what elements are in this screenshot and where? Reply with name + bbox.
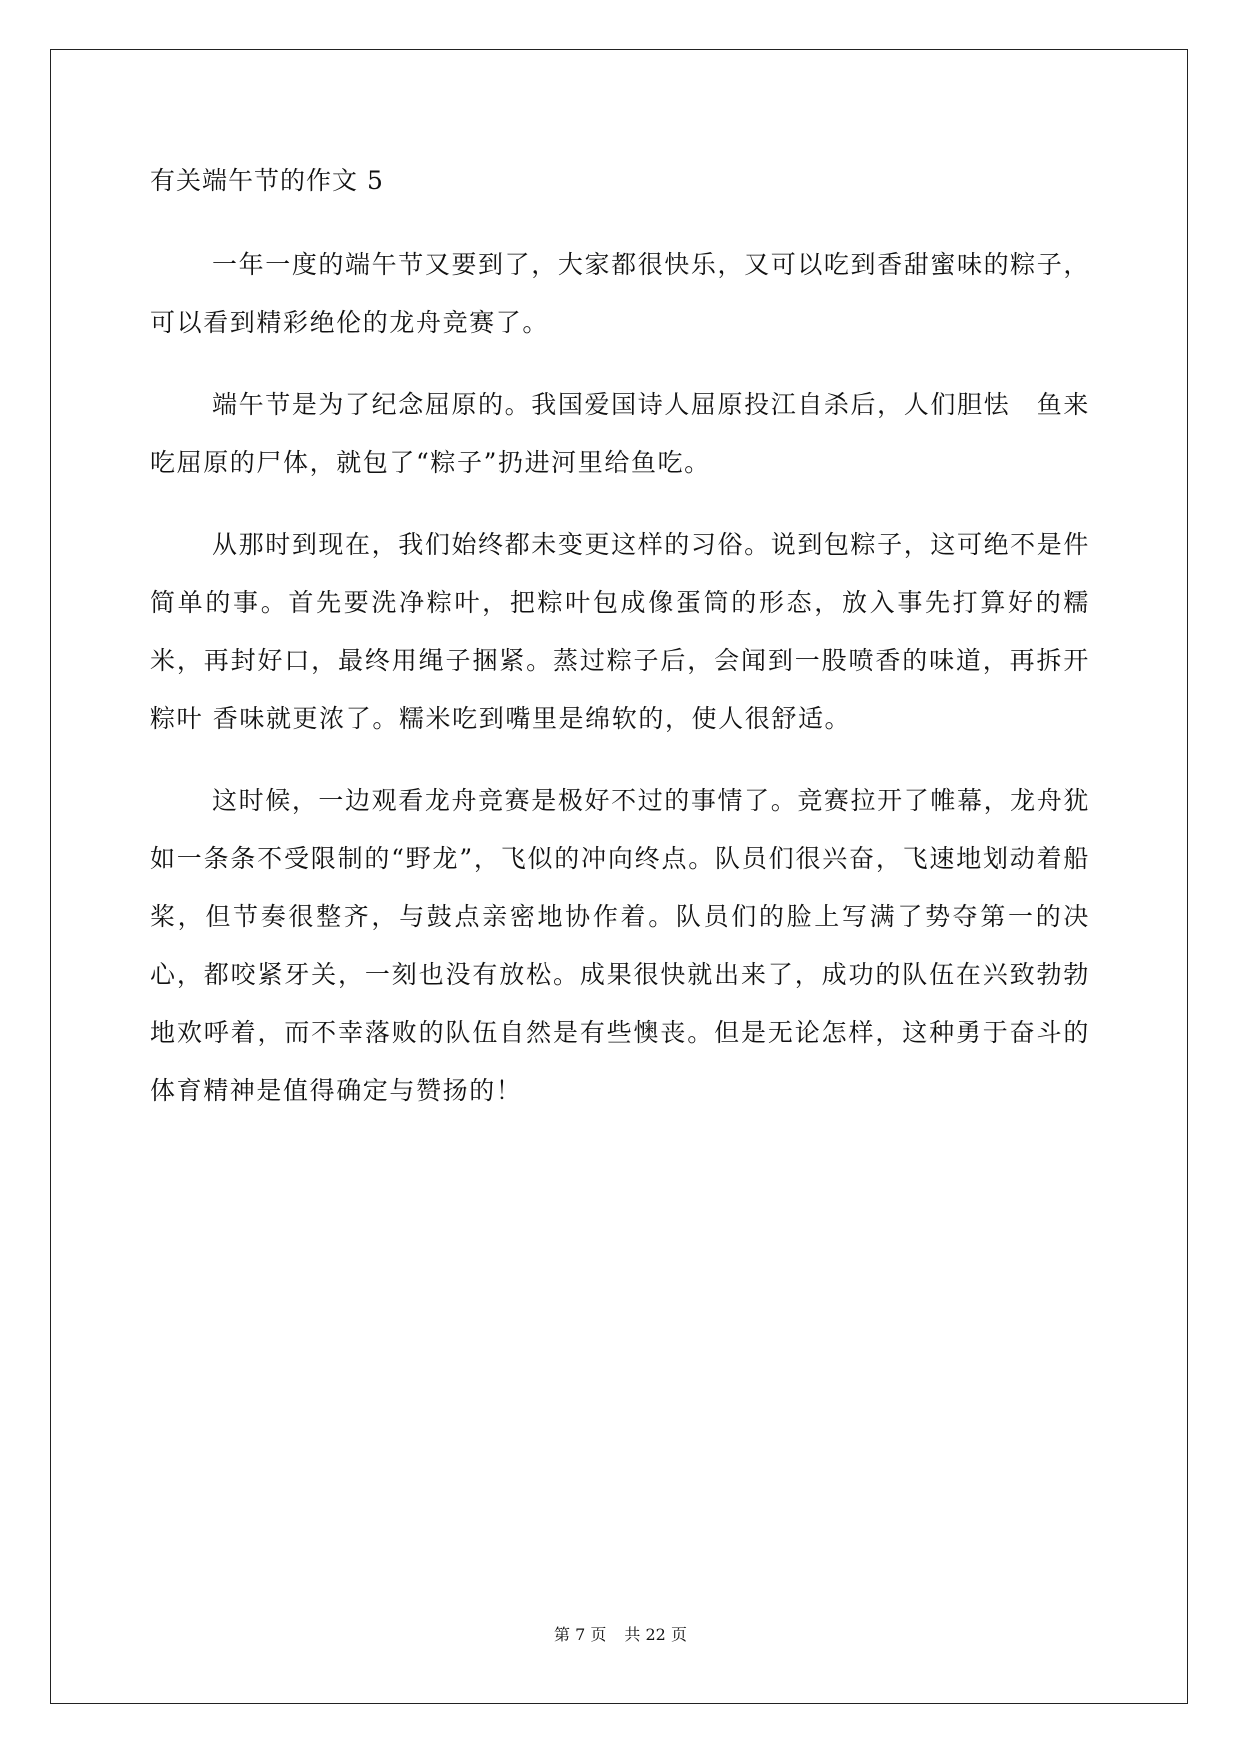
page-footer xyxy=(0,1625,1241,1645)
paragraph-1: 一年一度的端午节又要到了，大家都很快乐，又可以吃到香甜蜜味的粽子，可以看到精彩绝伦的龙舟竞赛了。 xyxy=(150,250,1090,337)
paragraph-2: 端午节是为了纪念屈原的。我国爱国诗人屈原投江自杀后，人们胆怯 鱼来吃屈原的尸体，就包了“粽子”扔进河里给鱼吃。 xyxy=(150,390,1090,477)
paragraph-4: 这时候，一边观看龙舟竞赛是极好不过的事情了。竞赛拉开了帷幕，龙舟犹如一条条不受限制的“野龙”，飞似的冲向终点。队员们很兴奋，飞速地划动着船桨，但节奏很整齐，与鼓点亲密地协作着。队员们的脸上写满了势夺第一的决心，都咬紧牙关，一刻也没有放松。成果很快就出来了，成功的队伍在兴致勃勃地欢呼着，而不幸落败的队伍自然是有些懊丧。但是无论怎样，这种勇于奋斗的体育精神是值得确定与赞扬的！ xyxy=(150,786,1090,1105)
page-number-total: 共 22 页 xyxy=(624,1625,687,1644)
document-body xyxy=(150,166,1090,1120)
paragraph-3: 从那时到现在，我们始终都未变更这样的习俗。说到包粽子，这可绝不是件简单的事。首先要洗净粽叶，把粽叶包成像蛋筒的形态，放入事先打算好的糯米，再封好口，最终用绳子捆紧。蒸过粽子后，会闻到一股喷香的味道，再拆开粽叶 香味就更浓了。糯米吃到嘴里是绵软的，使人很舒适。 xyxy=(150,530,1090,733)
document-title: 有关端午节的作文 5 xyxy=(150,166,384,195)
page-number-current: 第 7 页 xyxy=(554,1625,607,1644)
